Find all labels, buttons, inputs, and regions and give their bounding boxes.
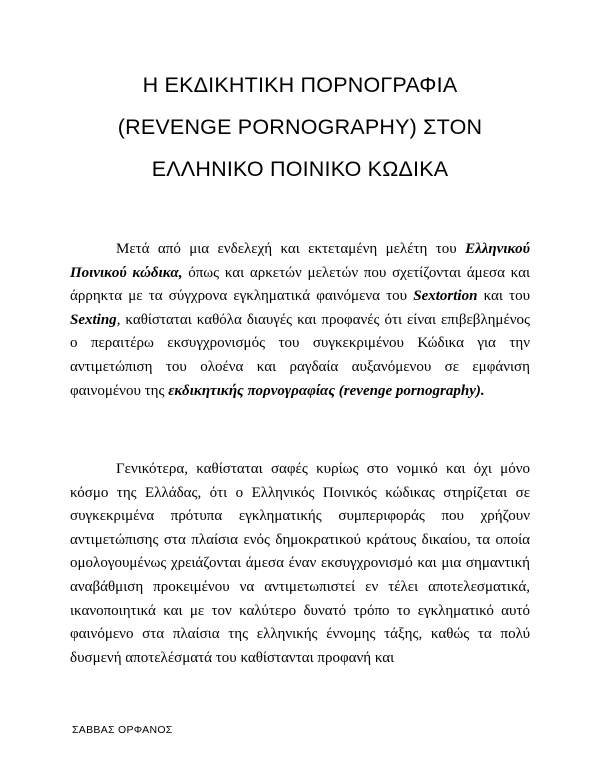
- title-line-2: (REVENGE PORNOGRAPHY) ΣΤΟΝ: [117, 115, 483, 139]
- title-line-3: ΕΛΛΗΝΙΚΟ ΠΟΙΝΙΚΟ ΚΩΔΙΚΑ: [151, 157, 449, 181]
- title-line-1: Η ΕΚΔΙΚΗΤΙΚΗ ΠΟΡΝΟΓΡΑΦΙΑ: [142, 73, 458, 97]
- sextortion-emphasis: Sextortion: [413, 288, 478, 305]
- document-title: [60, 64, 540, 190]
- sexting-emphasis: Sexting: [70, 311, 117, 328]
- footer-author: ΣΑΒΒΑΣ ΟΡΦΑΝΟΣ: [72, 724, 173, 736]
- paragraph-1-text-3: και του: [477, 288, 530, 305]
- paragraph-1-text-1: Μετά από μια ενδελεχή και εκτεταμένη μελέτη του: [116, 241, 466, 257]
- paragraph-2: Γενικότερα, καθίσταται σαφές κυρίως στο νομικό και όχι μόνο κόσμο της Ελλάδας, ότι ο Ελληνικός Ποινικός κώδικας στηρίζεται σε συγκεκριμένα πρότυπα εγκληματικής συμπεριφοράς που χρήζουν αντιμετώπισης στα πλαίσια ενός δημοκρατικού κράτους δικαίου, τα οποία ομολογουμένως χρειάζονται άμεσα έναν εκσυγχρονισμό και μια σημαντική αναβάθμιση προκειμένου να αντιμετωπιστεί εν τέλει αποτελεσματικά, ικανοποιητικά και με τον καλύτερο δυνατό τρόπο το εγκληματικό αυτό φαινόμενο στα πλαίσια της ελληνικής έννομης τάξης, καθώς τα πολύ δυσμενή αποτελέσματά του καθίστανται προφανή και: [70, 461, 530, 666]
- paragraph-1-text-2: όπως και αρκετών μελετών που σχετίζονται άμεσα και άρρηκτα με τα σύγχρονα εγκληματικά φαινόμενα του: [70, 264, 530, 305]
- revenge-pornography-emphasis: εκδικητικής πορνογραφίας (revenge pornography).: [168, 382, 485, 399]
- paragraph-1-text-4: , καθίσταται καθόλα διαυγές και προφανές ότι είναι επιβεβλημένος ο περαιτέρω εκσυγχρονισμός του συγκεκριμένου Κώδικα για την αντιμετώπιση του ολοένα και ραγδαία αυξανόμενου σε εμφάνιση φαινομένου της: [70, 311, 530, 399]
- paragraph-1: [70, 238, 530, 403]
- greek-penal-code-emphasis: Ελληνικού Ποινικού κώδικα,: [70, 241, 530, 281]
